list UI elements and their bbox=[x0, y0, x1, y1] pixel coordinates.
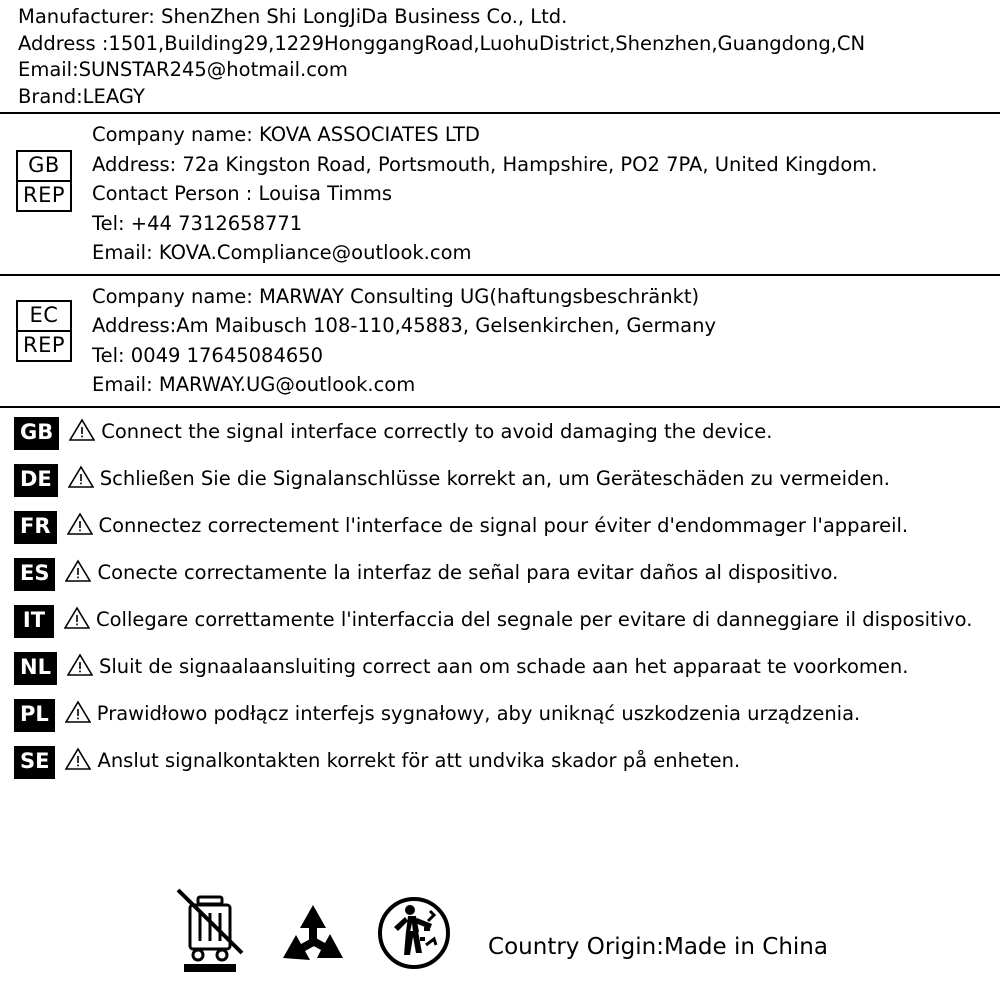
ec-rep-symbol-bottom: REP bbox=[22, 332, 66, 357]
warning-row bbox=[0, 510, 1000, 544]
ec-rep-symbol-box bbox=[16, 300, 72, 362]
warning-row bbox=[0, 463, 1000, 497]
weee-crossed-out-bin-icon bbox=[172, 885, 250, 977]
manufacturer-block bbox=[0, 0, 1000, 112]
tidyman-icon bbox=[376, 893, 452, 977]
warning-triangle-icon bbox=[68, 465, 94, 493]
gb-rep-details bbox=[88, 120, 1000, 268]
language-badge: DE bbox=[14, 464, 58, 497]
ec-rep-details bbox=[88, 282, 1000, 400]
ec-rep-company: Company name: MARWAY Consulting UG(haftungsbeschränkt) bbox=[92, 284, 700, 308]
warning-triangle-icon bbox=[67, 512, 93, 540]
recycle-mobius-loop-icon bbox=[276, 901, 350, 977]
warning-row bbox=[0, 698, 1000, 732]
warning-list bbox=[0, 408, 1000, 779]
gb-rep-address: Address: 72a Kingston Road, Portsmouth, Hampshire, PO2 7PA, United Kingdom. bbox=[92, 152, 878, 176]
gb-rep-email: Email: KOVA.Compliance@outlook.com bbox=[92, 241, 472, 264]
language-badge: GB bbox=[14, 417, 59, 450]
warning-row bbox=[0, 557, 1000, 591]
warning-triangle-icon bbox=[65, 747, 91, 775]
gb-rep-symbol-box bbox=[16, 150, 72, 212]
warning-text: Anslut signalkontakten korrekt för att undvika skador på enheten. bbox=[97, 748, 741, 772]
ec-rep-email: Email: MARWAY.UG@outlook.com bbox=[92, 373, 416, 396]
warning-text: Conecte correctamente la interfaz de señal para evitar daños al dispositivo. bbox=[97, 560, 839, 584]
warning-text: Connect the signal interface correctly to avoid damaging the device. bbox=[101, 419, 773, 443]
warning-text: Sluit de signaalaansluiting correct aan om schade aan het apparaat te voorkomen. bbox=[98, 654, 909, 678]
warning-triangle-icon bbox=[69, 418, 95, 446]
warning-row bbox=[0, 416, 1000, 450]
ec-rep-symbol-top: EC bbox=[18, 302, 70, 332]
gb-rep-symbol-bottom: REP bbox=[22, 183, 66, 207]
warning-row bbox=[0, 745, 1000, 779]
warning-text: Schließen Sie die Signalanschlüsse korrekt an, um Geräteschäden zu vermeiden. bbox=[99, 466, 890, 490]
gb-rep-symbol bbox=[0, 120, 88, 212]
gb-rep-contact-person: Contact Person : Louisa Timms bbox=[92, 182, 392, 205]
warning-triangle-icon bbox=[67, 653, 93, 681]
warning-triangle-icon bbox=[65, 700, 91, 728]
manufacturer-line: Manufacturer: ShenZhen Shi LongJiDa Business Co., Ltd. bbox=[18, 5, 568, 28]
ec-rep-symbol bbox=[0, 282, 88, 362]
gb-rep-tel: Tel: +44 7312658771 bbox=[92, 211, 303, 235]
warning-text: Connectez correctement l'interface de signal pour éviter d'endommager l'appareil. bbox=[98, 513, 909, 537]
language-badge: NL bbox=[14, 652, 57, 685]
warning-row bbox=[0, 651, 1000, 685]
country-of-origin-text: Country Origin:Made in China bbox=[488, 934, 828, 960]
language-badge: SE bbox=[14, 746, 55, 779]
warning-text: Collegare correttamente l'interfaccia del segnale per evitare di danneggiare il dispositivo. bbox=[96, 607, 973, 631]
manufacturer-email: Email:SUNSTAR245@hotmail.com bbox=[18, 58, 348, 81]
manufacturer-address: Address :1501,Building29,1229HonggangRoad,LuohuDistrict,Shenzhen,Guangdong,CN bbox=[18, 31, 866, 55]
warning-row bbox=[0, 604, 1000, 638]
language-badge: IT bbox=[14, 605, 54, 638]
ec-rep-tel: Tel: 0049 17645084650 bbox=[92, 343, 324, 367]
language-badge: PL bbox=[14, 699, 55, 732]
warning-triangle-icon bbox=[64, 606, 90, 634]
gb-rep-company: Company name: KOVA ASSOCIATES LTD bbox=[92, 123, 480, 146]
gb-rep-block bbox=[0, 114, 1000, 274]
language-badge: ES bbox=[14, 558, 55, 591]
ec-rep-address: Address:Am Maibusch 108-110,45883, Gelsenkirchen, Germany bbox=[92, 314, 717, 337]
compliance-icon-row bbox=[0, 887, 1000, 983]
language-badge: FR bbox=[14, 511, 57, 544]
gb-rep-symbol-top: GB bbox=[18, 152, 70, 182]
manufacturer-brand: Brand:LEAGY bbox=[18, 84, 145, 108]
ec-rep-block bbox=[0, 276, 1000, 406]
warning-text: Prawidłowo podłącz interfejs sygnałowy, aby uniknąć uszkodzenia urządzenia. bbox=[96, 701, 861, 725]
warning-triangle-icon bbox=[65, 559, 91, 587]
